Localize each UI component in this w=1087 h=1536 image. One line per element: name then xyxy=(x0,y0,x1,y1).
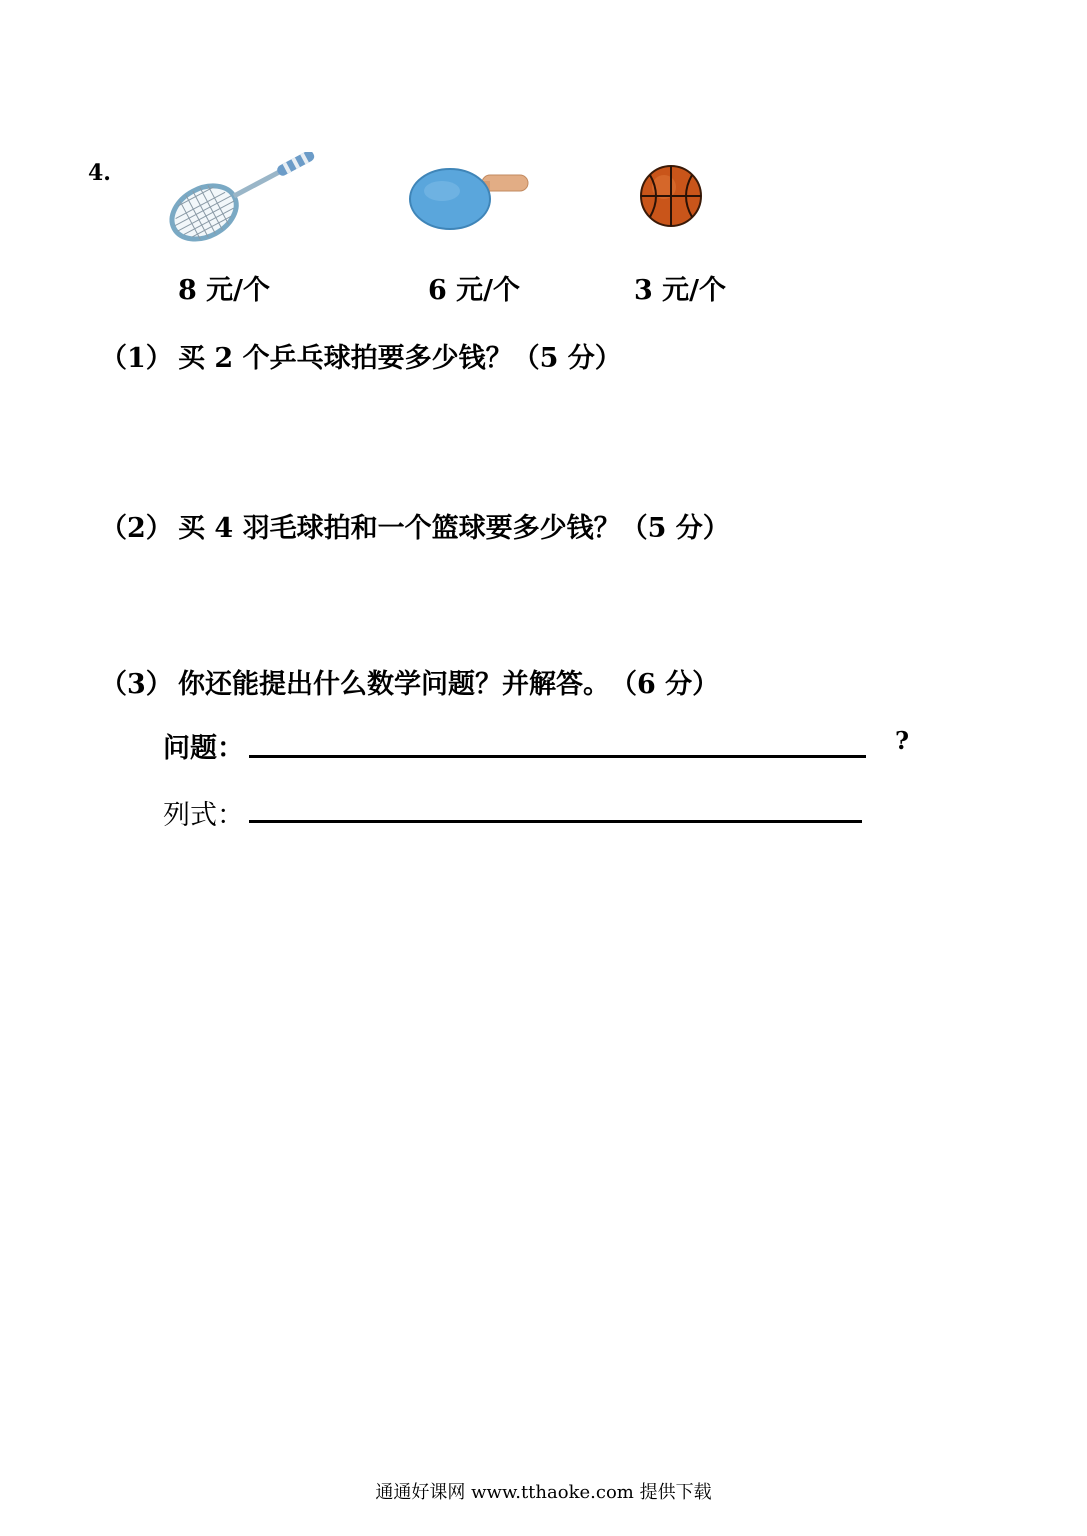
price-badminton-racket: 8 元/个 xyxy=(178,275,271,306)
sub-question-label: （3） xyxy=(100,669,173,700)
price-basketball: 3 元/个 xyxy=(634,275,727,306)
question-mark: ? xyxy=(895,726,910,755)
basketball-icon xyxy=(638,163,704,229)
sub-question-2 xyxy=(100,506,730,545)
sub-question-label: （1） xyxy=(100,343,173,374)
question-answer-line[interactable] xyxy=(249,755,866,758)
sub-question-text: 买 4 羽毛球拍和一个篮球要多少钱？（5 分） xyxy=(178,513,730,544)
formula-field-label: 列式： xyxy=(163,800,244,831)
formula-answer-line[interactable] xyxy=(249,820,862,823)
sub-question-text: 你还能提出什么数学问题？并解答。 （6 分） xyxy=(178,669,720,700)
ping-pong-paddle-icon xyxy=(408,165,533,233)
question-field-label: 问题： xyxy=(163,733,244,764)
sub-question-label: （2） xyxy=(100,513,173,544)
price-ping-pong-paddle: 6 元/个 xyxy=(428,275,521,306)
footer-text: 通通好课网 www.tthaoke.com 提供下载 xyxy=(375,1482,712,1503)
sub-question-3 xyxy=(100,662,719,701)
question-number: 4. xyxy=(88,160,111,186)
badminton-racket-icon xyxy=(160,152,320,244)
sub-question-1 xyxy=(100,336,622,375)
sub-question-text: 买 2 个乒乓球拍要多少钱？（5 分） xyxy=(178,343,622,374)
